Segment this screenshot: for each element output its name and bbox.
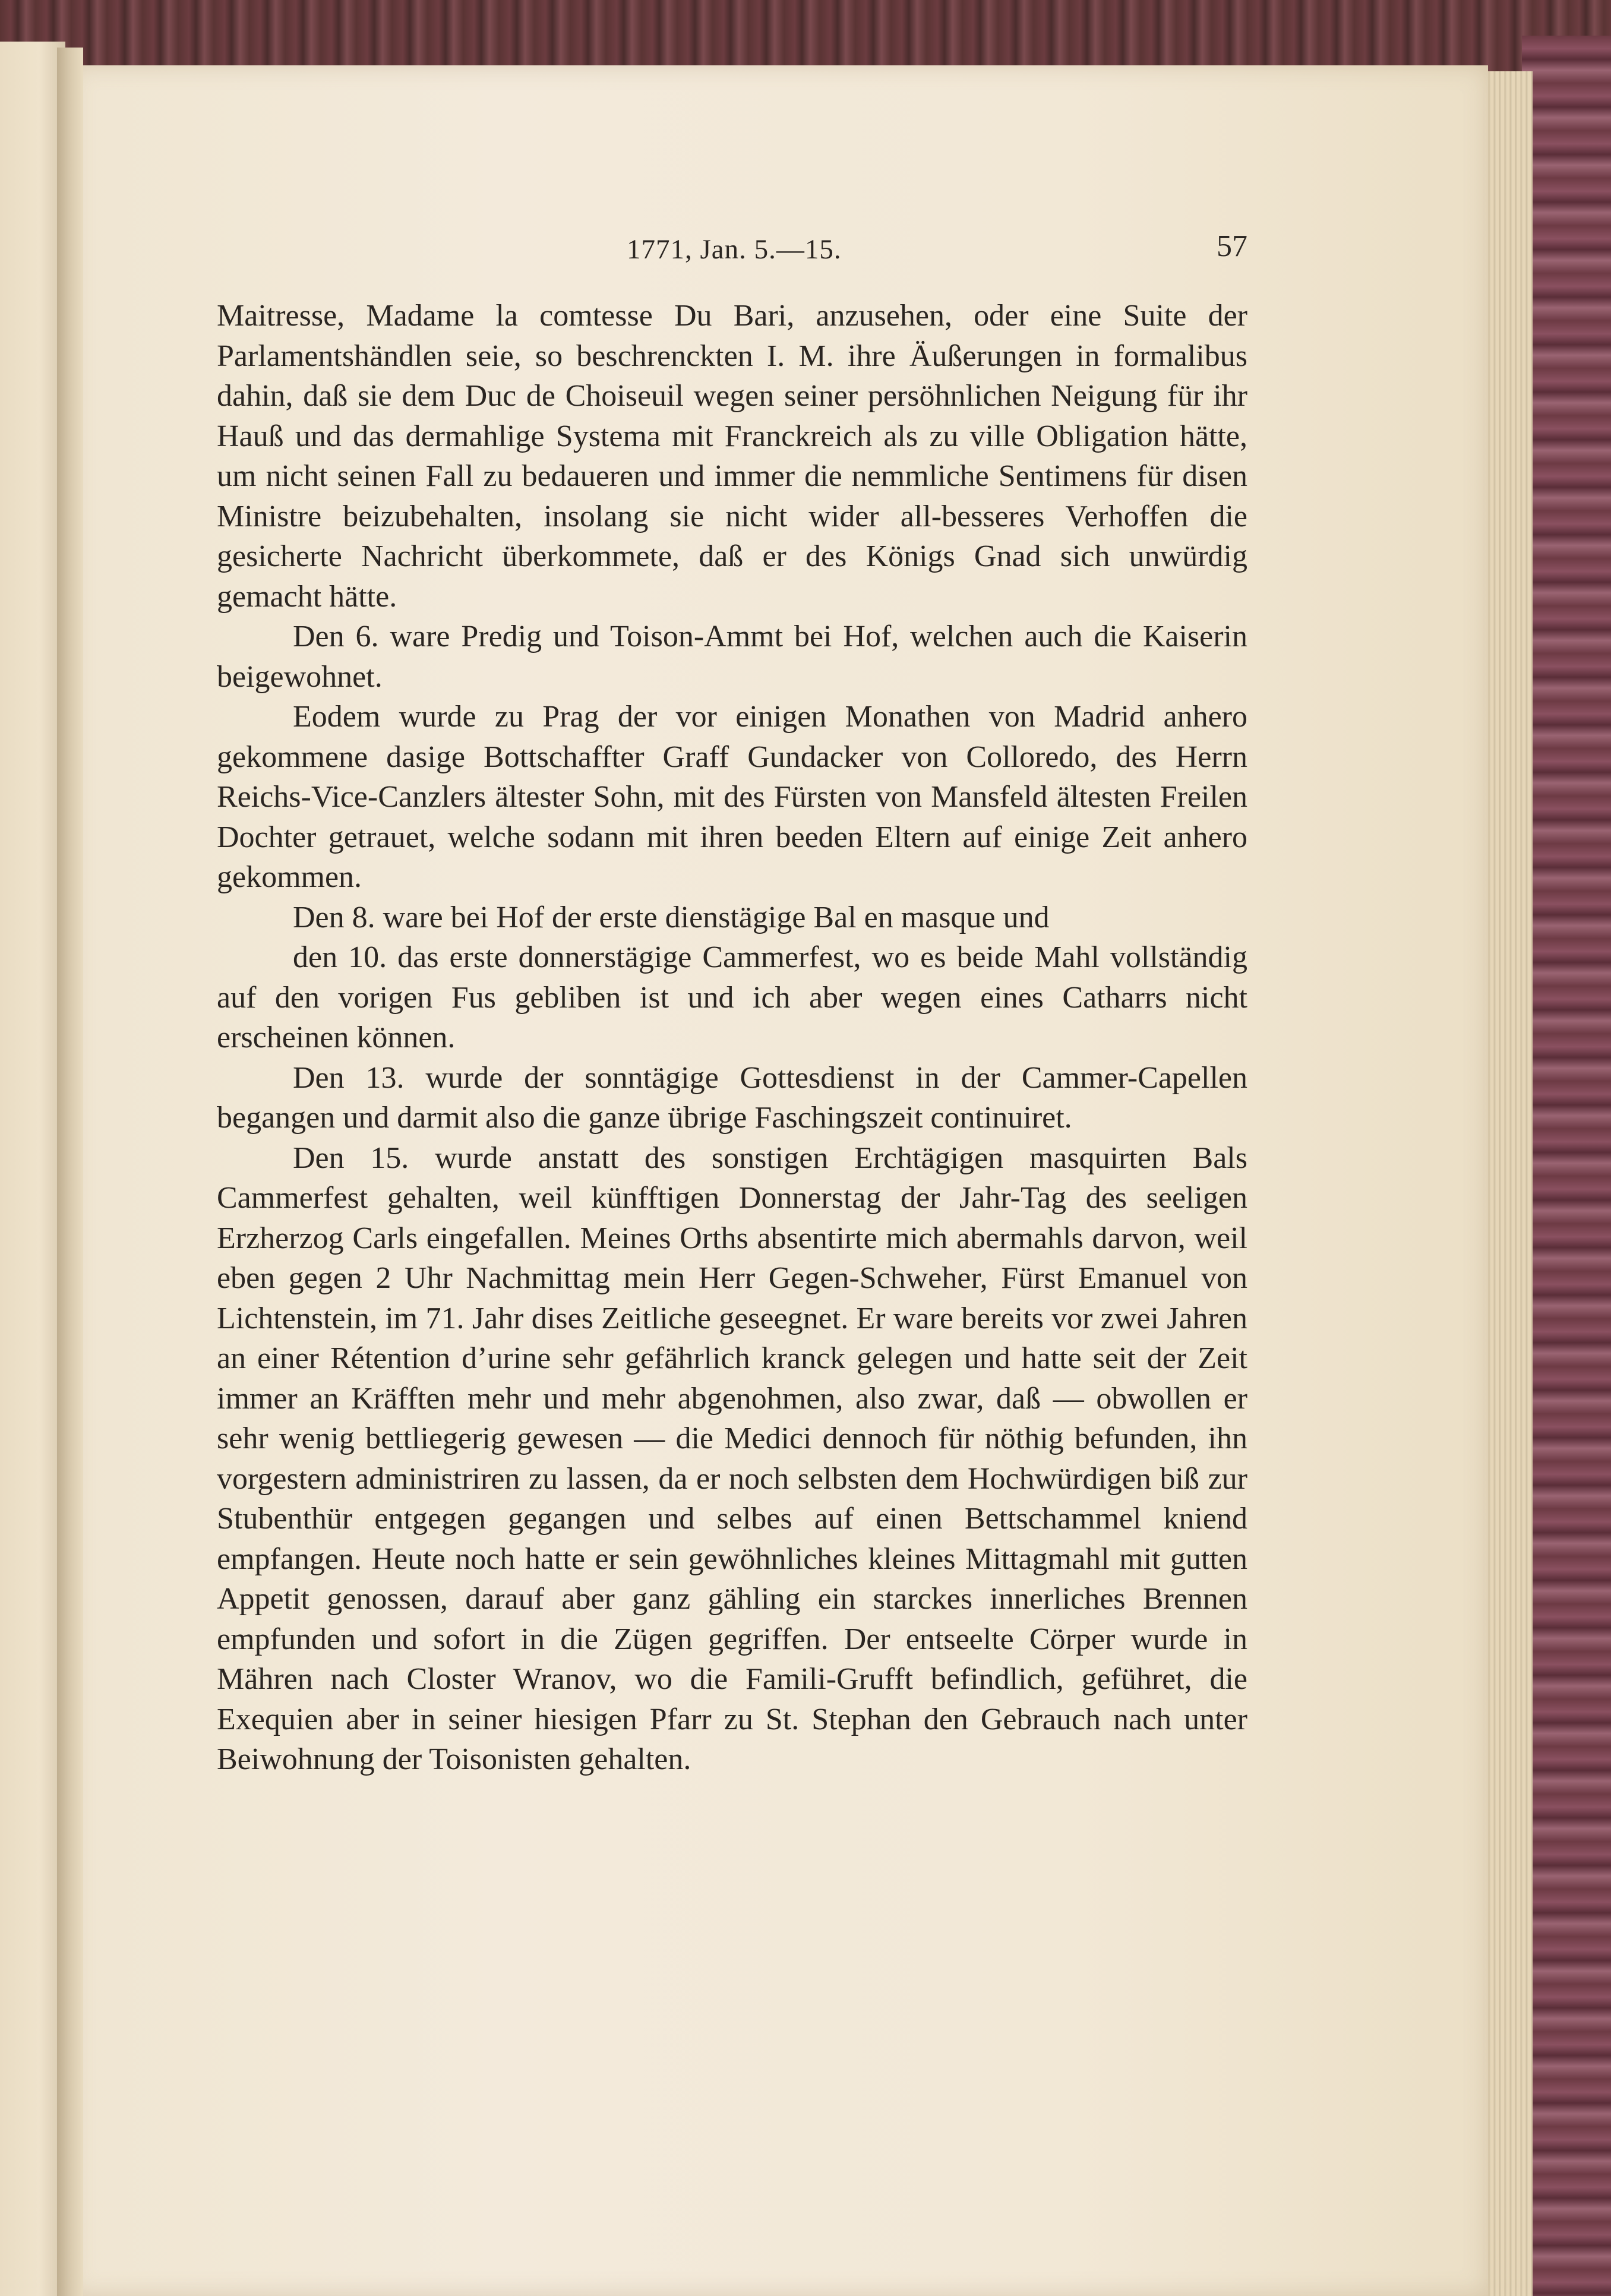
paragraph-jan-13: Den 13. wurde der sonntägige Gottesdienst in der Cammer-Capellen begangen und darmit also die ganze übrige Faschingszeit continuiret. <box>217 1060 1247 1135</box>
paragraph-eodem-prag: Eodem wurde zu Prag der vor einigen Monathen von Madrid anhero gekommene dasige Bottschaffter Graff Gundacker von Colloredo, des Herrn Reichs-Vice-Canzlers ältester Sohn, mit des Fürsten von Mansfeld ältesten Freilen Dochter getrauet, welche sodann mit ihren beeden Eltern auf einige Zeit anhero gekommen. <box>217 700 1247 894</box>
running-header <box>235 229 1247 276</box>
left-page-edge <box>0 42 65 2296</box>
paragraph-jan-6: Den 6. ware Predig und Toison-Ammt bei Hof, welchen auch die Kaiserin beigewohnet. <box>217 620 1247 694</box>
paragraph-jan-8: Den 8. ware bei Hof der erste dienstägige Bal en masque und <box>293 900 1050 934</box>
page-number: 57 <box>1217 229 1247 263</box>
paragraph-continuation: Maitresse, Madame la comtesse Du Bari, anzusehen, oder eine Suite der Parlamentshändlen seie, so beschrenckten I. M. ihre Äußerungen in formalibus dahin, daß sie dem Duc de Choiseuil wegen seiner persöhnlichen Neigung für ihr Hauß und das dermahlige Systema mit Franckreich als zu ville Obligation hätte, um nicht seinen Fall zu bedaueren und immer die nemmliche Sentimens für disen Ministre beizubehalten, insolang sie nicht wider all-besseres Verhoffen die gesicherte Nachricht überkommete, daß er des Königs Gnad sich unwürdig gemacht hätte. <box>217 299 1247 614</box>
paragraph-jan-10: den 10. das erste donnerstägige Cammerfest, wo es beide Mahl vollständig auf den vorigen Fus gebliben ist und ich aber wegen eines Catharrs nicht erscheinen können. <box>217 940 1247 1054</box>
paragraph-jan-15: Den 15. wurde anstatt des sonstigen Erchtägigen masquirten Bals Cammerfest gehalten, weil künfftigen Donnerstag der Jahr-Tag des seeligen Erzherzog Carls eingefallen. Meines Orths absentirte mich abermahls darvon, weil eben gegen 2 Uhr Nachmittag mein Herr Gegen-Schweher, Fürst Emanuel von Lichtenstein, im 71. Jahr dises Zeitliche geseegnet. Er ware bereits vor zwei Jahren an einer Rétention d’urine sehr gefährlich kranck gelegen und hatte seit der Zeit immer an Kräfften mehr und mehr abgenohmen, also zwar, daß — obwollen er sehr wenig bettliegerig gewesen — die Medici dennoch für nöthig befunden, ihn vorgestern administriren zu lassen, da er noch selbsten dem Hochwürdigen biß zur Stubenthür entgegen gegangen und selbes auf einen Bettschammel kniend empfangen. Heute noch hatte er sein gewöhnliches kleines Mittagmahl mit gutten Appetit genossen, darauf aber ganz gähling ein starckes innerliches Brennen empfunden und sofort in die Zügen gegriffen. Der entseelte Cörper wurde in Mähren nach Closter Wranov, wo die Famili-Grufft befindlich, geführet, die Exequien aber in seiner hiesigen Pfarr zu St. Stephan den Gebrauch nach unter Beiwohnung der Toisonisten gehalten. <box>217 1141 1247 1776</box>
header-date-range: 1771, Jan. 5.—15. <box>627 234 842 265</box>
book-gutter <box>57 48 83 2296</box>
page-edge-stack <box>1485 71 1533 2296</box>
book-binding-right <box>1522 36 1611 2296</box>
body-text <box>217 296 1247 1780</box>
